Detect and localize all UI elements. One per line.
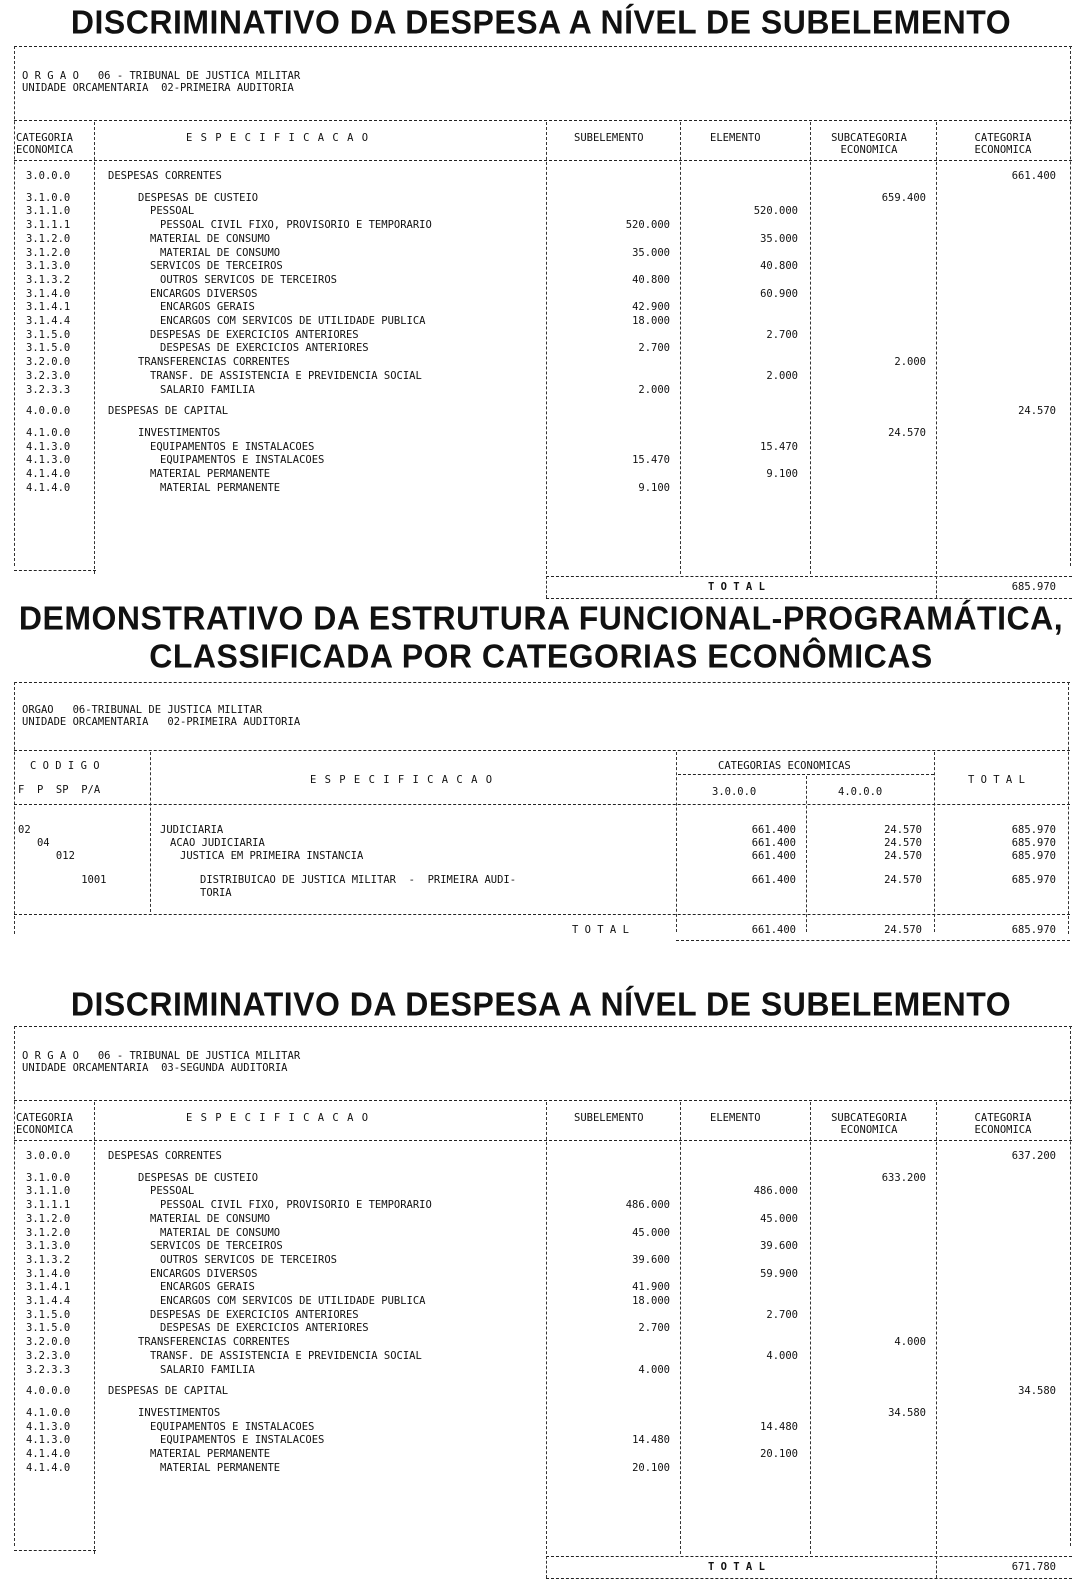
table-row [0,274,1082,288]
functional-cat2: 24.570 [884,824,922,836]
row-element: 520.000 [753,205,798,218]
table-row [0,1407,1082,1421]
row-element: 20.100 [760,1448,798,1460]
row-description: MATERIAL DE CONSUMO [160,1226,281,1239]
row-subelement: 2.700 [638,1322,670,1335]
table-row [0,205,1082,219]
orgao-line: O R G A O 06 - TRIBUNAL DE JUSTICA MILITAR [22,1050,301,1062]
row-subelement: 39.600 [632,1253,670,1266]
row-code: 3.1.2.0 [26,1212,71,1225]
row-code: 3.1.4.1 [26,1281,71,1294]
frame-top [14,1026,1072,1027]
total-left [546,1556,547,1578]
row-code: 3.1.1.0 [26,205,71,218]
total-top-line [546,1556,1072,1557]
row-description: ENCARGOS GERAIS [160,1281,255,1294]
total-value: 671.780 [1011,1561,1056,1573]
row-subelement: 9.100 [638,481,670,494]
row-description: MATERIAL PERMANENTE [160,1461,281,1474]
row-code: 4.1.3.0 [26,1420,71,1433]
row-description: ENCARGOS DIVERSOS [150,1267,258,1280]
element-header: ELEMENTO [710,132,761,144]
row-subelement: 2.700 [638,342,670,355]
row-code: 3.2.3.3 [26,383,71,396]
table-row [0,384,1082,398]
row-code: 3.1.3.2 [26,273,71,286]
row-description: PESSOAL CIVIL FIXO, PROVISORIO E TEMPORARIO [160,1199,432,1212]
functional-row [0,824,1082,838]
element-header: ELEMENTO [710,1112,761,1124]
row-description: DESPESAS DE EXERCICIOS ANTERIORES [150,328,359,341]
functional-description: TORIA [200,887,232,899]
functional-row [0,837,1082,851]
functional-cat2: 24.570 [884,874,922,886]
codigo-label: C O D I G O [30,760,100,772]
row-element: 59.900 [760,1267,798,1280]
header-top-line [14,1100,1072,1101]
row-description: ENCARGOS COM SERVICOS DE UTILIDADE PUBLICA [160,1295,426,1307]
row-code: 3.1.5.0 [26,342,71,355]
row-description: DESPESAS CORRENTES [108,170,222,182]
table-row [0,1336,1082,1350]
row-subelement: 41.900 [632,1281,670,1294]
table-row [0,1213,1082,1227]
row-code: 3.1.5.0 [26,1322,71,1335]
row-description: PESSOAL CIVIL FIXO, PROVISORIO E TEMPORARIO [160,219,432,232]
functional-code: 02 [18,824,31,836]
row-code: 4.1.3.0 [26,454,71,467]
row-code: 3.2.3.0 [26,1349,71,1362]
table-row [0,356,1082,370]
table-row [0,482,1082,496]
row-subelement: 520.000 [625,219,670,232]
table-row [0,1421,1082,1435]
table-row [0,441,1082,455]
header-bottom-line [14,1140,1072,1141]
row-code: 3.1.0.0 [26,191,71,204]
table-row [0,301,1082,315]
row-subelement: 486.000 [625,1199,670,1212]
table-row [0,170,1082,184]
row-subelement: 4.000 [638,1363,670,1376]
row-element: 15.470 [760,440,798,453]
row-element: 2.700 [766,328,798,341]
subcategory-header: SUBCATEGORIA ECONOMICA [831,132,907,156]
total-value: 685.970 [1011,581,1056,593]
row-subelement: 42.900 [632,301,670,314]
table-row [0,427,1082,441]
row-code: 3.2.3.3 [26,1363,71,1376]
total-label: T O T A L [708,1561,765,1573]
row-description: DESPESAS DE EXERCICIOS ANTERIORES [160,342,369,355]
row-description: MATERIAL PERMANENTE [160,481,281,494]
table-row [0,1448,1082,1462]
row-code: 3.1.4.4 [26,315,71,327]
row-code: 3.1.4.4 [26,1295,71,1307]
row-code: 3.1.4.0 [26,287,71,300]
row-description: TRANSF. DE ASSISTENCIA E PREVIDENCIA SOCIAL [150,1349,422,1362]
total-left [546,576,547,598]
row-description: ENCARGOS DIVERSOS [150,287,258,300]
row-description: MATERIAL PERMANENTE [150,1448,271,1460]
categorias-header: CATEGORIAS ECONOMICAS [718,760,851,772]
row-description: EQUIPAMENTOS E INSTALACOES [160,1434,325,1447]
functional-code: 012 [18,850,75,862]
functional-total: 685.970 [1011,850,1056,862]
row-description: SERVICOS DE TERCEIROS [150,1240,283,1253]
row-subelement: 20.100 [632,1461,670,1474]
row-category: 24.570 [1018,405,1056,418]
row-element: 4.000 [766,1349,798,1362]
row-code: 4.0.0.0 [26,1385,71,1398]
functional-unidade: UNIDADE ORCAMENTARIA 02-PRIMEIRA AUDITORIA [22,716,301,728]
row-code: 3.2.3.0 [26,369,71,382]
functional-description: ACAO JUDICIARIA [170,837,265,849]
row-description: MATERIAL DE CONSUMO [160,246,281,259]
table-row [0,1150,1082,1164]
row-description: DESPESAS DE EXERCICIOS ANTERIORES [160,1322,369,1335]
row-description: TRANSFERENCIAS CORRENTES [138,1336,290,1349]
table-row [0,1254,1082,1268]
functional-title-line1: DEMONSTRATIVO DA ESTRUTURA FUNCIONAL-PROGRAMÁTICA, [18,599,1064,637]
row-element: 45.000 [760,1212,798,1225]
row-description: INVESTIMENTOS [138,1406,221,1419]
row-code: 3.2.0.0 [26,1336,71,1349]
row-description: TRANSFERENCIAS CORRENTES [138,356,290,369]
functional-orgao: ORGAO 06-TRIBUNAL DE JUSTICA MILITAR [22,704,263,716]
row-code: 4.1.4.0 [26,468,71,480]
category-header: CATEGORIA ECONOMICA [16,132,73,156]
table-row [0,342,1082,356]
section1-title: DISCRIMINATIVO DA DESPESA A NÍVEL DE SUBELEMENTO [70,3,1012,41]
row-code: 3.1.5.0 [26,328,71,341]
table-row [0,405,1082,419]
category-header-right: CATEGORIA ECONOMICA [974,132,1032,156]
row-element: 9.100 [766,468,798,480]
table-row [0,1172,1082,1186]
section3-title: DISCRIMINATIVO DA DESPESA A NÍVEL DE SUBELEMENTO [70,985,1012,1023]
functional-total: 685.970 [1011,874,1056,886]
table-row [0,1309,1082,1323]
functional-row [0,850,1082,864]
functional-cat2: 24.570 [884,850,922,862]
row-code: 3.1.4.1 [26,301,71,314]
row-code: 3.1.2.0 [26,246,71,259]
table-row [0,233,1082,247]
row-subelement: 2.000 [638,383,670,396]
functional-description: JUDICIARIA [160,824,224,836]
row-description: INVESTIMENTOS [138,426,221,439]
table-row [0,1364,1082,1378]
category-header-right: CATEGORIA ECONOMICA [974,1112,1032,1136]
frame-bottom-left [14,1550,96,1551]
row-subcategory: 633.200 [881,1171,926,1184]
table-row [0,468,1082,482]
row-element: 60.900 [760,287,798,300]
row-description: MATERIAL DE CONSUMO [150,1212,271,1225]
functional-total: 685.970 [1011,837,1056,849]
row-subelement: 45.000 [632,1226,670,1239]
category-header: CATEGORIA ECONOMICA [16,1112,73,1136]
row-code: 3.1.2.0 [26,232,71,245]
functional-cat2: 24.570 [884,837,922,849]
row-description: OUTROS SERVICOS DE TERCEIROS [160,273,338,286]
total-top-line [546,576,1072,577]
row-description: EQUIPAMENTOS E INSTALACOES [150,440,315,453]
functional-row [0,887,1082,901]
table-row [0,1268,1082,1282]
table-row [0,260,1082,274]
table-row [0,247,1082,261]
row-element: 35.000 [760,232,798,245]
row-subcategory: 659.400 [881,191,926,204]
table-row [0,1240,1082,1254]
row-description: MATERIAL PERMANENTE [150,468,271,480]
table-row [0,1227,1082,1241]
table-row [0,1322,1082,1336]
row-description: ENCARGOS COM SERVICOS DE UTILIDADE PUBLICA [160,315,426,327]
functional-cat1: 661.400 [751,874,796,886]
row-code: 3.1.1.0 [26,1185,71,1198]
functional-total-value: 685.970 [1011,924,1056,936]
functional-description: DISTRIBUICAO DE JUSTICA MILITAR - PRIMEIRA AUDI- [200,874,517,886]
row-code: 3.1.3.2 [26,1253,71,1266]
header-bottom-line [14,160,1072,161]
functional-description: JUSTICA EM PRIMEIRA INSTANCIA [180,850,364,862]
subelement-header: SUBELEMENTO [574,1112,644,1124]
row-description: PESSOAL [150,205,195,218]
row-code: 3.1.3.0 [26,1240,71,1253]
row-subcategory: 34.580 [888,1406,926,1419]
total-divider [936,1556,937,1578]
row-code: 4.1.4.0 [26,1461,71,1474]
row-element: 486.000 [753,1185,798,1198]
cat2-header: 4.0.0.0 [838,786,883,798]
functional-total: 685.970 [1011,824,1056,836]
cat1-header: 3.0.0.0 [712,786,757,798]
row-code: 3.1.5.0 [26,1308,71,1321]
row-description: SALARIO FAMILIA [160,383,255,396]
functional-total-header: T O T A L [968,774,1025,786]
table-row [0,1385,1082,1399]
functional-spec-header: E S P E C I F I C A C A O [310,774,494,786]
table-row [0,1434,1082,1448]
functional-total-c2: 24.570 [884,924,922,936]
specification-header: E S P E C I F I C A C A O [186,1112,370,1124]
row-code: 3.0.0.0 [26,1150,71,1162]
table-row [0,1295,1082,1309]
row-element: 14.480 [760,1420,798,1433]
row-description: EQUIPAMENTOS E INSTALACOES [150,1420,315,1433]
unidade-line: UNIDADE ORCAMENTARIA 03-SEGUNDA AUDITORIA [22,1062,288,1074]
table-row [0,1185,1082,1199]
row-description: MATERIAL DE CONSUMO [150,232,271,245]
table-row [0,370,1082,384]
row-code: 4.1.3.0 [26,1434,71,1447]
row-code: 4.0.0.0 [26,405,71,418]
row-description: DESPESAS DE CUSTEIO [138,1171,259,1184]
row-description: ENCARGOS GERAIS [160,301,255,314]
row-code: 3.1.1.1 [26,1199,71,1212]
table-row [0,288,1082,302]
table-row [0,329,1082,343]
row-subelement: 14.480 [632,1434,670,1447]
row-description: DESPESAS DE CUSTEIO [138,191,259,204]
subelement-header: SUBELEMENTO [574,132,644,144]
row-code: 4.1.0.0 [26,426,71,439]
frame-top [14,46,1072,47]
functional-cat1: 661.400 [751,850,796,862]
table-row [0,219,1082,233]
frame-bottom-left [14,570,96,571]
row-description: EQUIPAMENTOS E INSTALACOES [160,454,325,467]
row-category: 34.580 [1018,1385,1056,1398]
row-subelement: 35.000 [632,246,670,259]
row-description: SALARIO FAMILIA [160,1363,255,1376]
row-description: DESPESAS CORRENTES [108,1150,222,1162]
row-category: 637.200 [1011,1150,1056,1162]
table-row [0,315,1082,329]
row-code: 3.1.3.0 [26,260,71,273]
row-description: DESPESAS DE EXERCICIOS ANTERIORES [150,1308,359,1321]
row-subcategory: 24.570 [888,426,926,439]
functional-total-label: T O T A L [572,924,629,936]
row-subelement: 15.470 [632,454,670,467]
unidade-line: UNIDADE ORCAMENTARIA 02-PRIMEIRA AUDITORIA [22,82,294,94]
row-description: SERVICOS DE TERCEIROS [150,260,283,273]
table-row [0,1350,1082,1364]
row-code: 3.0.0.0 [26,170,71,182]
row-description: TRANSF. DE ASSISTENCIA E PREVIDENCIA SOCIAL [150,369,422,382]
row-code: 3.2.0.0 [26,356,71,369]
row-description: PESSOAL [150,1185,195,1198]
table-row [0,1462,1082,1476]
codigo-sublabel: F P SP P/A [18,784,101,796]
row-subelement: 40.800 [632,273,670,286]
row-element: 2.000 [766,369,798,382]
row-description: DESPESAS DE CAPITAL [108,405,229,418]
functional-cat1: 661.400 [751,837,796,849]
functional-code: 1001 [18,874,107,886]
row-element: 2.700 [766,1308,798,1321]
header-top-line [14,120,1072,121]
functional-code: 04 [18,837,50,849]
row-subcategory: 2.000 [894,356,926,369]
row-code: 4.1.0.0 [26,1406,71,1419]
row-code: 3.1.4.0 [26,1267,71,1280]
row-code: 3.1.2.0 [26,1226,71,1239]
functional-row [0,874,1082,888]
row-category: 661.400 [1011,170,1056,182]
row-description: OUTROS SERVICOS DE TERCEIROS [160,1253,338,1266]
subcategory-header: SUBCATEGORIA ECONOMICA [831,1112,907,1136]
functional-title-line2: CLASSIFICADA POR CATEGORIAS ECONÔMICAS [149,637,933,675]
row-code: 4.1.3.0 [26,440,71,453]
row-description: DESPESAS DE CAPITAL [108,1385,229,1398]
functional-cat1: 661.400 [751,824,796,836]
total-label: T O T A L [708,581,765,593]
functional-total-c1: 661.400 [751,924,796,936]
row-code: 4.1.4.0 [26,481,71,494]
row-subelement: 18.000 [632,315,670,327]
table-row [0,192,1082,206]
row-code: 4.1.4.0 [26,1448,71,1460]
row-code: 3.1.0.0 [26,1171,71,1184]
table-row [0,1281,1082,1295]
row-element: 39.600 [760,1240,798,1253]
specification-header: E S P E C I F I C A C A O [186,132,370,144]
row-subcategory: 4.000 [894,1336,926,1349]
orgao-line: O R G A O 06 - TRIBUNAL DE JUSTICA MILITAR [22,70,301,82]
total-divider [936,576,937,598]
table-row [0,454,1082,468]
row-subelement: 18.000 [632,1295,670,1307]
row-code: 3.1.1.1 [26,219,71,232]
table-row [0,1199,1082,1213]
row-element: 40.800 [760,260,798,273]
